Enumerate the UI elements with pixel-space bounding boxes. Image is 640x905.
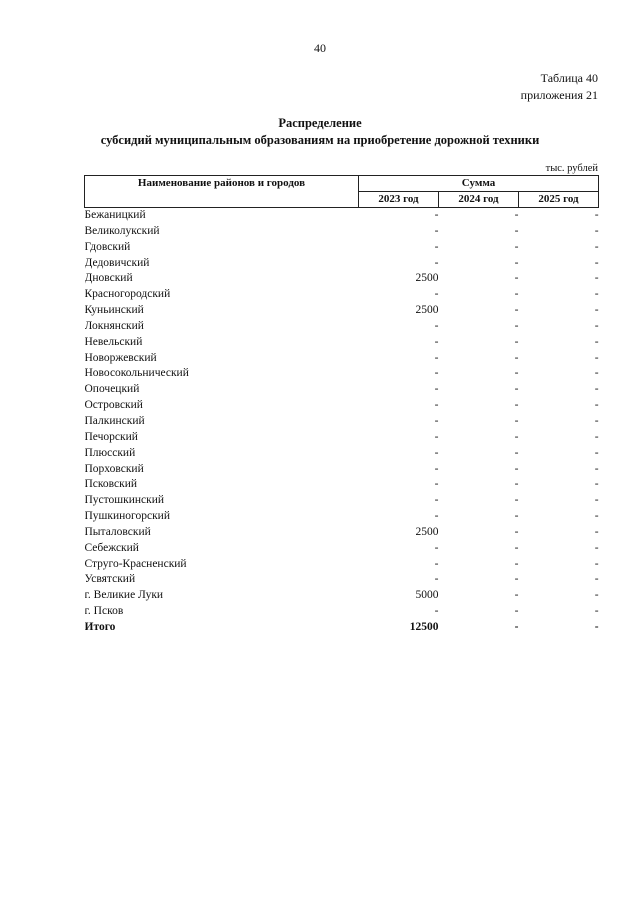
value-2025-cell: -: [594, 383, 599, 396]
value-2023-cell: -: [434, 351, 439, 364]
value-2023-cell: 2500: [415, 272, 439, 285]
value-2025-cell: -: [594, 240, 599, 253]
value-2023-cell: -: [434, 335, 439, 348]
value-2024-cell: -: [514, 573, 519, 586]
value-2023-cell: -: [434, 510, 439, 523]
table-row: [85, 525, 599, 541]
total-row: [85, 620, 599, 636]
value-2023-cell: -: [434, 557, 439, 570]
value-2023-cell: -: [434, 462, 439, 475]
value-2024-cell: -: [514, 525, 519, 538]
value-2024-cell: -: [514, 399, 519, 412]
table-row: [85, 446, 599, 462]
value-2023-cell: 2500: [415, 525, 439, 538]
value-2025-cell: -: [594, 446, 599, 459]
value-2024-cell: -: [514, 367, 519, 380]
value-2023-cell: -: [434, 430, 439, 443]
header-year-2025: 2025 год: [519, 192, 599, 208]
value-2024-cell: -: [514, 304, 519, 317]
value-2024-cell: -: [514, 589, 519, 602]
value-2023-cell: -: [434, 494, 439, 507]
value-2024-cell: -: [514, 462, 519, 475]
table-row: [85, 319, 599, 335]
district-name-cell: Новоржевский: [84, 351, 157, 364]
value-2025-cell: -: [594, 605, 599, 618]
value-2024-cell: -: [514, 620, 519, 633]
table-row: [85, 351, 599, 367]
table-row: [85, 477, 599, 493]
value-2024-cell: -: [514, 605, 519, 618]
value-2024-cell: -: [514, 272, 519, 285]
district-name-cell: Порховский: [84, 462, 144, 475]
table-row: [85, 430, 599, 446]
table-row: [85, 271, 599, 287]
district-name-cell: Плюсский: [84, 446, 136, 459]
value-2023-cell: 5000: [415, 589, 439, 602]
value-2024-cell: -: [514, 224, 519, 237]
table-row: [85, 287, 599, 303]
value-2023-cell: 12500: [409, 620, 439, 633]
value-2025-cell: -: [594, 304, 599, 317]
district-name-cell: Гдовский: [84, 240, 131, 253]
value-2024-cell: -: [514, 510, 519, 523]
table-row: [85, 414, 599, 430]
value-2025-cell: -: [594, 573, 599, 586]
district-name-cell: Пыталовский: [84, 525, 151, 538]
table-row: [85, 366, 599, 382]
table-row: [85, 509, 599, 525]
value-2025-cell: -: [594, 209, 599, 221]
value-2023-cell: -: [434, 605, 439, 618]
value-2024-cell: -: [514, 319, 519, 332]
district-name-cell: Печорский: [84, 430, 138, 443]
district-name-cell: Пушкиногорский: [84, 510, 170, 523]
district-name-cell: Красногородский: [84, 288, 171, 301]
value-2024-cell: -: [514, 335, 519, 348]
district-name-cell: Дновский: [84, 272, 133, 285]
value-2023-cell: -: [434, 383, 439, 396]
value-2024-cell: -: [514, 446, 519, 459]
value-2023-cell: -: [434, 288, 439, 301]
district-name-cell: Струго-Красненский: [84, 557, 187, 570]
document-title: [0, 115, 640, 149]
table-row: [85, 398, 599, 414]
value-2024-cell: -: [514, 494, 519, 507]
district-name-cell: Себежский: [84, 541, 139, 554]
header-district-name: Наименование районов и городов: [85, 176, 359, 208]
district-name-cell: г. Великие Луки: [84, 589, 164, 602]
header-year-2023: 2023 год: [359, 192, 439, 208]
district-name-cell: Дедовичский: [84, 256, 150, 269]
district-name-cell: Куньинский: [84, 304, 144, 317]
district-name-cell: Усвятский: [84, 573, 136, 586]
value-2024-cell: -: [514, 240, 519, 253]
table-body: [85, 208, 599, 636]
page-number: 40: [314, 41, 326, 55]
value-2025-cell: -: [594, 414, 599, 427]
table-row: [85, 240, 599, 256]
header-row-1: [85, 176, 599, 192]
value-2025-cell: -: [594, 478, 599, 491]
table-reference-line2: приложения 21: [520, 88, 598, 102]
table-row: [85, 588, 599, 604]
value-2025-cell: -: [594, 256, 599, 269]
district-name-cell: Невельский: [84, 335, 143, 348]
value-2024-cell: -: [514, 351, 519, 364]
district-name-cell: Итого: [84, 620, 116, 633]
value-2025-cell: -: [594, 335, 599, 348]
value-2024-cell: -: [514, 256, 519, 269]
district-name-cell: Локнянский: [84, 319, 144, 332]
value-2023-cell: -: [434, 224, 439, 237]
value-2024-cell: -: [514, 430, 519, 443]
value-2025-cell: -: [594, 589, 599, 602]
table-row: [85, 256, 599, 272]
value-2025-cell: -: [594, 620, 599, 633]
value-2023-cell: -: [434, 367, 439, 380]
value-2024-cell: -: [514, 414, 519, 427]
district-name-cell: Бежаницкий: [84, 209, 146, 221]
table-row: [85, 382, 599, 398]
table-row: [85, 208, 599, 224]
value-2025-cell: -: [594, 351, 599, 364]
table-row: [85, 541, 599, 557]
district-name-cell: Палкинский: [84, 414, 145, 427]
district-name-cell: Опочецкий: [84, 383, 140, 396]
table-row: [85, 303, 599, 319]
value-2024-cell: -: [514, 541, 519, 554]
subsidy-table: [84, 175, 599, 636]
value-2025-cell: -: [594, 430, 599, 443]
table-row: [85, 572, 599, 588]
header-sum: Сумма: [359, 176, 599, 192]
value-2023-cell: -: [434, 478, 439, 491]
table-reference-line1: Таблица 40: [540, 71, 598, 85]
value-2023-cell: -: [434, 414, 439, 427]
value-2025-cell: -: [594, 367, 599, 380]
value-2025-cell: -: [594, 525, 599, 538]
district-name-cell: Новосокольнический: [84, 367, 189, 380]
value-2024-cell: -: [514, 557, 519, 570]
header-year-2024: 2024 год: [439, 192, 519, 208]
title-line2: субсидий муниципальным образованиям на приобретение дорожной техники: [100, 133, 540, 147]
value-2024-cell: -: [514, 478, 519, 491]
value-2023-cell: -: [434, 319, 439, 332]
value-2024-cell: -: [514, 288, 519, 301]
units-label: тыс. рублей: [545, 163, 598, 174]
value-2025-cell: -: [594, 494, 599, 507]
value-2023-cell: -: [434, 541, 439, 554]
value-2025-cell: -: [594, 319, 599, 332]
value-2025-cell: -: [594, 462, 599, 475]
value-2023-cell: 2500: [415, 304, 439, 317]
value-2023-cell: -: [434, 446, 439, 459]
value-2025-cell: -: [594, 224, 599, 237]
district-name-cell: Псковский: [84, 478, 138, 491]
district-name-cell: Великолукский: [84, 224, 160, 237]
table-row: [85, 604, 599, 620]
table-row: [85, 557, 599, 573]
value-2023-cell: -: [434, 240, 439, 253]
value-2025-cell: -: [594, 557, 599, 570]
value-2024-cell: -: [514, 209, 519, 221]
value-2025-cell: -: [594, 288, 599, 301]
value-2025-cell: -: [594, 272, 599, 285]
table-row: [85, 493, 599, 509]
value-2025-cell: -: [594, 541, 599, 554]
table-reference: [521, 70, 598, 104]
value-2023-cell: -: [434, 399, 439, 412]
district-name-cell: Пустошкинский: [84, 494, 165, 507]
value-2023-cell: -: [434, 209, 439, 221]
value-2023-cell: -: [434, 256, 439, 269]
title-line1: Распределение: [278, 116, 362, 130]
district-name-cell: г. Псков: [84, 605, 124, 618]
table-row: [85, 335, 599, 351]
value-2024-cell: -: [514, 383, 519, 396]
table-row: [85, 462, 599, 478]
district-name-cell: Островский: [84, 399, 143, 412]
value-2025-cell: -: [594, 399, 599, 412]
value-2023-cell: -: [434, 573, 439, 586]
value-2025-cell: -: [594, 510, 599, 523]
table-row: [85, 224, 599, 240]
